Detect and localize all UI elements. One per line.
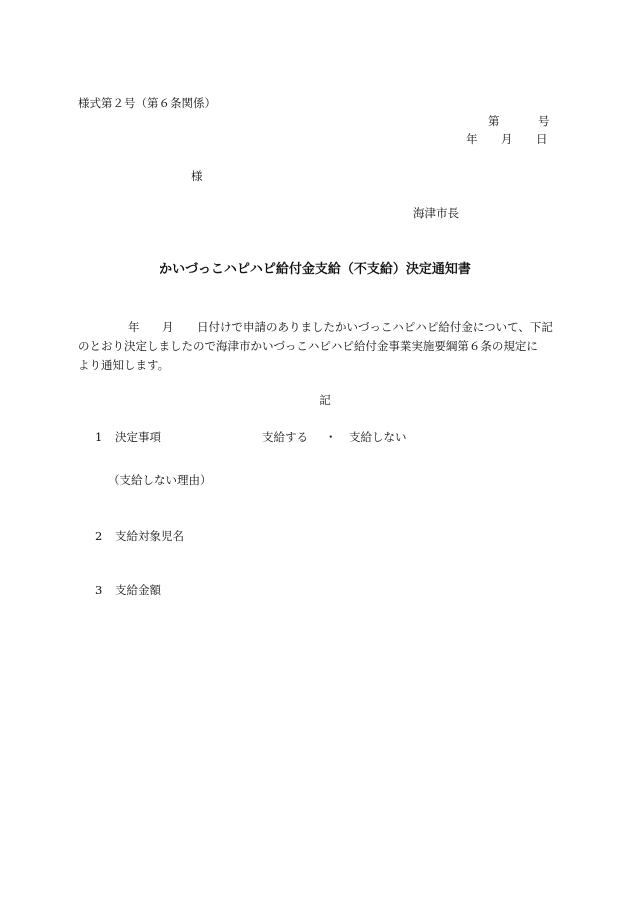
- document-title: かいづっこハピハピ給付金支給（不支給）決定通知書: [159, 262, 471, 277]
- form-number: 様式第２号（第６条関係）: [78, 96, 216, 110]
- date-day-label: 日: [536, 132, 548, 146]
- body-month-label: 月: [162, 320, 174, 334]
- body-line-2: のとおり決定しましたので海津市かいづっこハピハピ給付金事業実施要綱第６条の規定に: [78, 339, 538, 353]
- document-number-prefix: 第: [488, 114, 500, 128]
- body-line-3: より通知します。: [78, 358, 170, 372]
- item-3-label: 支給金額: [115, 583, 161, 597]
- item-2-label: 支給対象児名: [115, 529, 184, 543]
- decision-option-separator: ・: [325, 430, 337, 444]
- body-line-1: 日付けで申請のありましたかいづっこハピハピ給付金について、下記: [197, 320, 553, 334]
- document-number-suffix: 号: [538, 114, 550, 128]
- non-payment-reason-label: （支給しない理由）: [108, 473, 212, 487]
- body-year-label: 年: [128, 320, 140, 334]
- date-month-label: 月: [501, 132, 513, 146]
- decision-option-pay: 支給する: [262, 430, 308, 444]
- sender-name: 海津市長: [413, 206, 459, 220]
- recipient-honorific: 様: [191, 169, 203, 183]
- item-2-number: 2: [95, 529, 103, 543]
- item-1-label: 決定事項: [115, 430, 161, 444]
- item-1-number: 1: [95, 430, 103, 444]
- decision-option-no-pay: 支給しない: [349, 430, 407, 444]
- ki-heading: 記: [319, 393, 331, 407]
- item-3-number: 3: [95, 583, 103, 597]
- date-year-label: 年: [466, 132, 478, 146]
